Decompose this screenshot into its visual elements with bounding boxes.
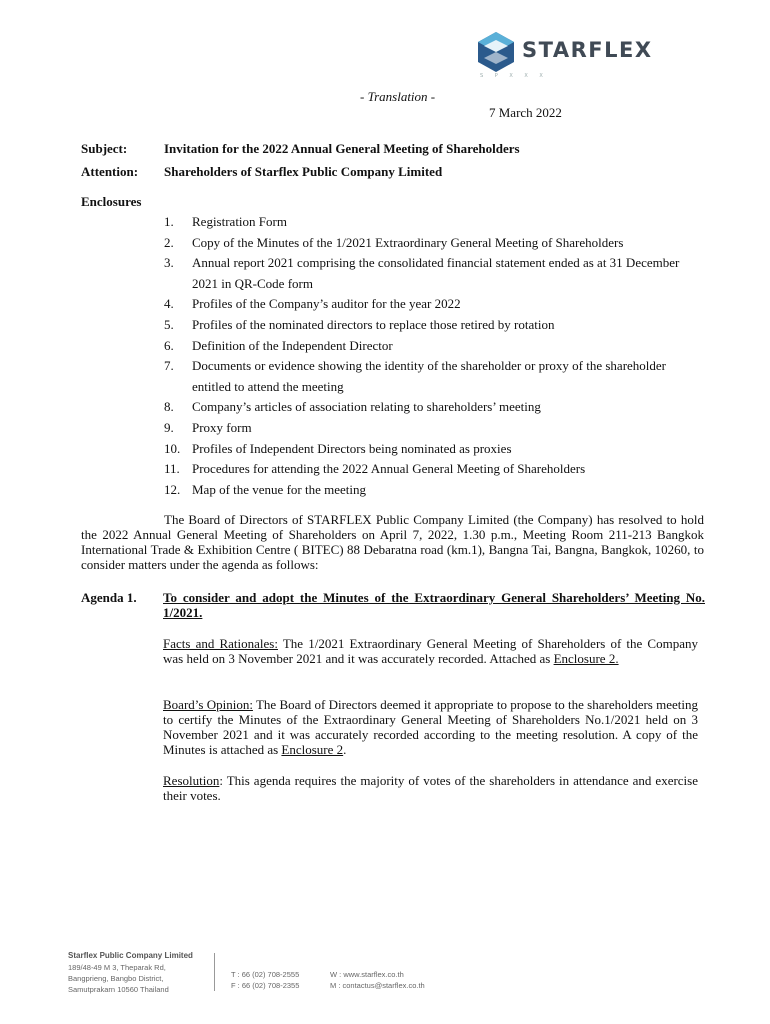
list-item-text: Registration Form bbox=[192, 214, 287, 229]
list-item-text: Copy of the Minutes of the 1/2021 Extraordinary General Meeting of Shareholders bbox=[192, 234, 624, 250]
attention-value: Shareholders of Starflex Public Company Limited bbox=[164, 164, 443, 179]
list-item bbox=[164, 480, 704, 501]
list-item-number: 4. bbox=[164, 296, 174, 312]
agenda-1-label: Agenda 1. bbox=[81, 590, 137, 605]
opinion-paragraph bbox=[163, 697, 698, 757]
footer-website-link[interactable]: W : www.starflex.co.th bbox=[330, 970, 404, 979]
resolution-label: Resolution bbox=[163, 773, 220, 788]
resolution-paragraph bbox=[163, 773, 698, 803]
translation-note: - Translation - bbox=[360, 89, 436, 104]
list-item-number: 9. bbox=[164, 419, 174, 435]
footer-company: Starflex Public Company Limited bbox=[68, 951, 193, 960]
list-item-number: 7. bbox=[164, 358, 174, 374]
list-item bbox=[164, 253, 704, 294]
list-item bbox=[164, 212, 704, 233]
list-item-number: 11. bbox=[164, 461, 180, 477]
list-item-number: 10. bbox=[164, 440, 181, 456]
list-item bbox=[164, 336, 704, 357]
footer-contact bbox=[330, 969, 425, 991]
list-item bbox=[164, 233, 704, 254]
enclosure-list bbox=[164, 212, 704, 500]
list-item-number: 1. bbox=[164, 214, 174, 229]
list-item-number: 6. bbox=[164, 337, 174, 353]
list-item-text: Documents or evidence showing the identity of the shareholder or proxy of the shareholder entitled to attend the meeting bbox=[192, 358, 666, 394]
facts-paragraph bbox=[163, 636, 698, 666]
list-item bbox=[164, 418, 704, 439]
enclosures-label: Enclosures bbox=[81, 194, 142, 209]
list-item-text: Profiles of Independent Directors being nominated as proxies bbox=[192, 440, 512, 456]
opinion-label: Board’s Opinion: bbox=[163, 697, 253, 712]
intro-text: The Board of Directors of STARFLEX Public Company Limited (the Company) has resolved to hold the 2022 Annual General Meeting of Shareholders on April 7, 2022, 1.30 p.m., Meeting Room 211-213 Bangkok International Trade & Exhibition Centre ( BITEC) 88 Debaratna road (km.1), Bangna Tai, Bangna, Bangkok, 10260, to consider matters under the agenda as follows: bbox=[81, 512, 704, 572]
logo-wordmark: STARFLEX bbox=[522, 38, 653, 62]
footer-email-link[interactable]: M : contactus@starflex.co.th bbox=[330, 981, 425, 990]
list-item-text: Profiles of the Company’s auditor for the year 2022 bbox=[192, 296, 461, 312]
footer-fax: F : 66 (02) 708-2355 bbox=[231, 981, 300, 990]
list-item bbox=[164, 315, 704, 336]
footer-address-line: Samutprakarn 10560 Thailand bbox=[68, 985, 169, 994]
list-item-number: 12. bbox=[164, 481, 181, 497]
list-item-number: 3. bbox=[164, 255, 174, 271]
list-item bbox=[164, 294, 704, 315]
list-item-text: Definition of the Independent Director bbox=[192, 337, 393, 353]
logo-subtext: S P X X X bbox=[480, 73, 548, 79]
attention-label: Attention: bbox=[81, 164, 139, 179]
subject-value: Invitation for the 2022 Annual General Meeting of Shareholders bbox=[164, 141, 520, 156]
facts-text: The 1/2021 Extraordinary General Meeting of Shareholders of the Company was held on 3 November 2021 and it was accurately recorded. Attached as bbox=[163, 636, 698, 666]
list-item-text: Profiles of the nominated directors to replace those retired by rotation bbox=[192, 316, 555, 332]
list-item-number: 2. bbox=[164, 234, 174, 250]
list-item bbox=[164, 459, 704, 480]
subject-label: Subject: bbox=[81, 141, 128, 156]
footer-phone bbox=[231, 969, 299, 991]
list-item-text: Company’s articles of association relating to shareholders’ meeting bbox=[192, 399, 541, 415]
list-item-number: 8. bbox=[164, 399, 174, 415]
opinion-end: . bbox=[343, 742, 347, 757]
list-item-number: 5. bbox=[164, 316, 174, 332]
list-item bbox=[164, 356, 704, 397]
footer-address-line: Bangprieng, Bangbo District, bbox=[68, 974, 164, 983]
starflex-logo-icon bbox=[474, 30, 518, 74]
resolution-text: : This agenda requires the majority of votes of the shareholders in attendance and exercise their votes. bbox=[163, 773, 698, 803]
list-item bbox=[164, 397, 704, 418]
facts-enclosure-link: Enclosure 2. bbox=[553, 651, 619, 666]
footer-address-line: 189/48-49 M 3, Theparak Rd, bbox=[68, 963, 166, 972]
opinion-text: The Board of Directors deemed it appropriate to propose to the shareholders meeting to certify the Minutes of the Extraordinary General Meeting of Shareholders No.1/2021 held on 3 November 2021 and it was accurately recorded according to the meeting resolution. A copy of the Minutes is attached as bbox=[163, 697, 698, 757]
list-item bbox=[164, 439, 704, 460]
letter-date: 7 March 2022 bbox=[489, 105, 562, 120]
list-item-text: Map of the venue for the meeting bbox=[192, 481, 366, 497]
opinion-enclosure-link: Enclosure 2 bbox=[281, 742, 344, 757]
list-item-text: Annual report 2021 comprising the consolidated financial statement ended as at 31 December 2021 in QR-Code form bbox=[192, 255, 680, 291]
footer-tel: T : 66 (02) 708-2555 bbox=[231, 970, 300, 979]
list-item-text: Proxy form bbox=[192, 419, 252, 435]
footer-divider bbox=[214, 953, 215, 991]
footer-address bbox=[68, 962, 169, 995]
list-item-text: Procedures for attending the 2022 Annual General Meeting of Shareholders bbox=[192, 461, 586, 477]
facts-label: Facts and Rationales: bbox=[163, 636, 278, 651]
agenda-1-title: To consider and adopt the Minutes of the Extraordinary General Shareholders’ Meeting No. 1/2021. bbox=[163, 590, 705, 620]
intro-paragraph bbox=[81, 512, 704, 572]
starflex-logo bbox=[474, 30, 684, 82]
